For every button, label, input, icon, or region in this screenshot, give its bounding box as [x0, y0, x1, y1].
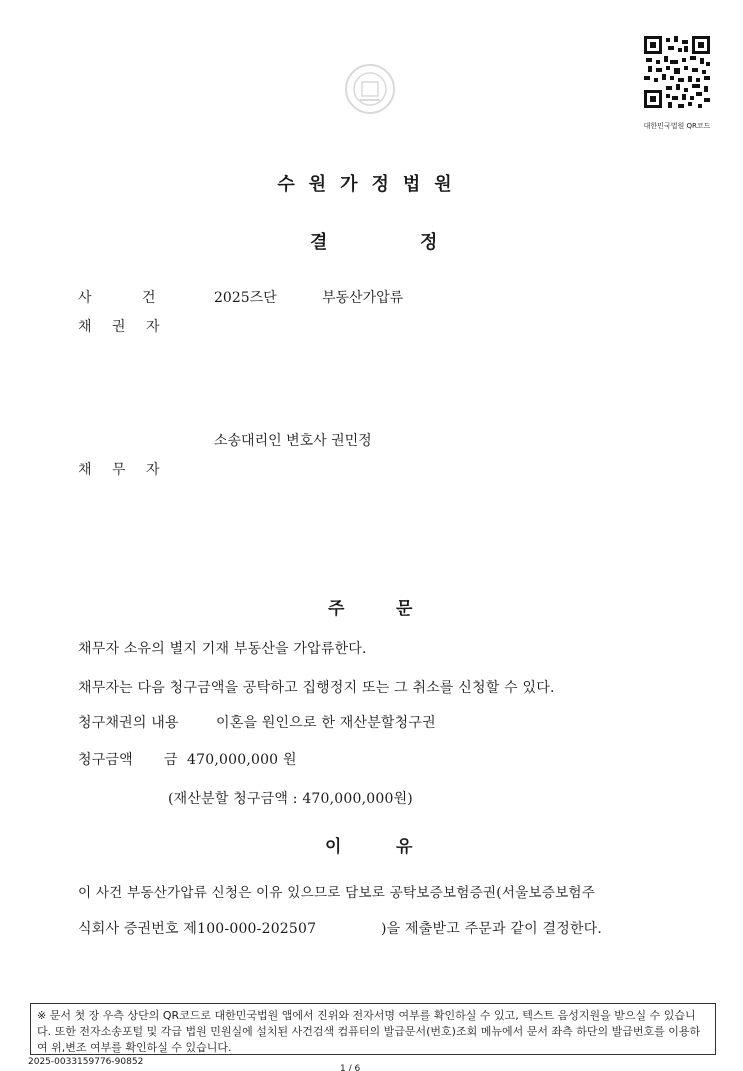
- counsel: 소송대리인 변호사 권민정: [214, 433, 372, 449]
- claim-amount-value: 금 470,000,000 원: [164, 752, 297, 768]
- reason-line-1: 이 사건 부동산가압류 신청은 이유 있으므로 담보로 공탁보증보험증권(서울보증보험주: [78, 885, 596, 901]
- court-emblem-icon: [343, 62, 397, 116]
- page-number: 1 / 6: [340, 1064, 361, 1071]
- qr-code-icon: [644, 36, 710, 108]
- case-number: 2025즈단: [214, 290, 277, 306]
- case-label-char-1: 사: [78, 290, 92, 306]
- doc-type-char-2: 정: [420, 232, 438, 253]
- court-name: 수원가정법원: [277, 174, 466, 195]
- order-heading-char-1: 주: [328, 599, 345, 619]
- authenticity-notice: ※ 문서 첫 장 우측 상단의 QR코드로 대한민국법원 앱에서 진위와 전자서명 여부를 확인하실 수 있고, 텍스트 음성지원을 받으실 수 있습니다. 또한 전자소송포털 및 각급 법원 민원실에 설치된 사건검색 컴퓨터의 발급문서(번호)조회 메뉴에서 문서 좌측 하단의 발급번호를 이용하여 위,변조 여부를 확인하실 수 있습니다.: [30, 1003, 716, 1055]
- reason-heading-char-1: 이: [325, 837, 342, 857]
- order-line-1: 채무자 소유의 별지 기재 부동산을 가압류한다.: [78, 641, 367, 657]
- case-name: 부동산가압류: [322, 290, 404, 306]
- reason-line-2a: 식회사 증권번호 제100-000-202507: [78, 921, 317, 937]
- issue-number: 2025-0033159776-90852: [28, 1057, 144, 1067]
- debtor-label: 채 무 자: [78, 462, 168, 478]
- claim-amount-label: 청구금액: [78, 752, 133, 768]
- doc-type-char-1: 결: [310, 232, 328, 253]
- case-label-char-2: 건: [142, 290, 156, 306]
- order-heading-char-2: 문: [396, 599, 413, 619]
- claim-amount-detail: (재산분할 청구금액 : 470,000,000원): [168, 791, 413, 807]
- reason-line-2b: )을 제출받고 주문과 같이 결정한다.: [381, 921, 603, 937]
- creditor-label: 채 권 자: [78, 319, 168, 335]
- claim-right-label: 청구채권의 내용: [78, 715, 179, 731]
- claim-right-value: 이혼을 원인으로 한 재산분할청구권: [216, 715, 436, 731]
- order-line-2: 채무자는 다음 청구금액을 공탁하고 집행정지 또는 그 취소를 신청할 수 있다.: [78, 680, 555, 696]
- reason-heading-char-2: 유: [396, 837, 413, 857]
- qr-caption: 대한민국법원 QR코드: [643, 122, 711, 130]
